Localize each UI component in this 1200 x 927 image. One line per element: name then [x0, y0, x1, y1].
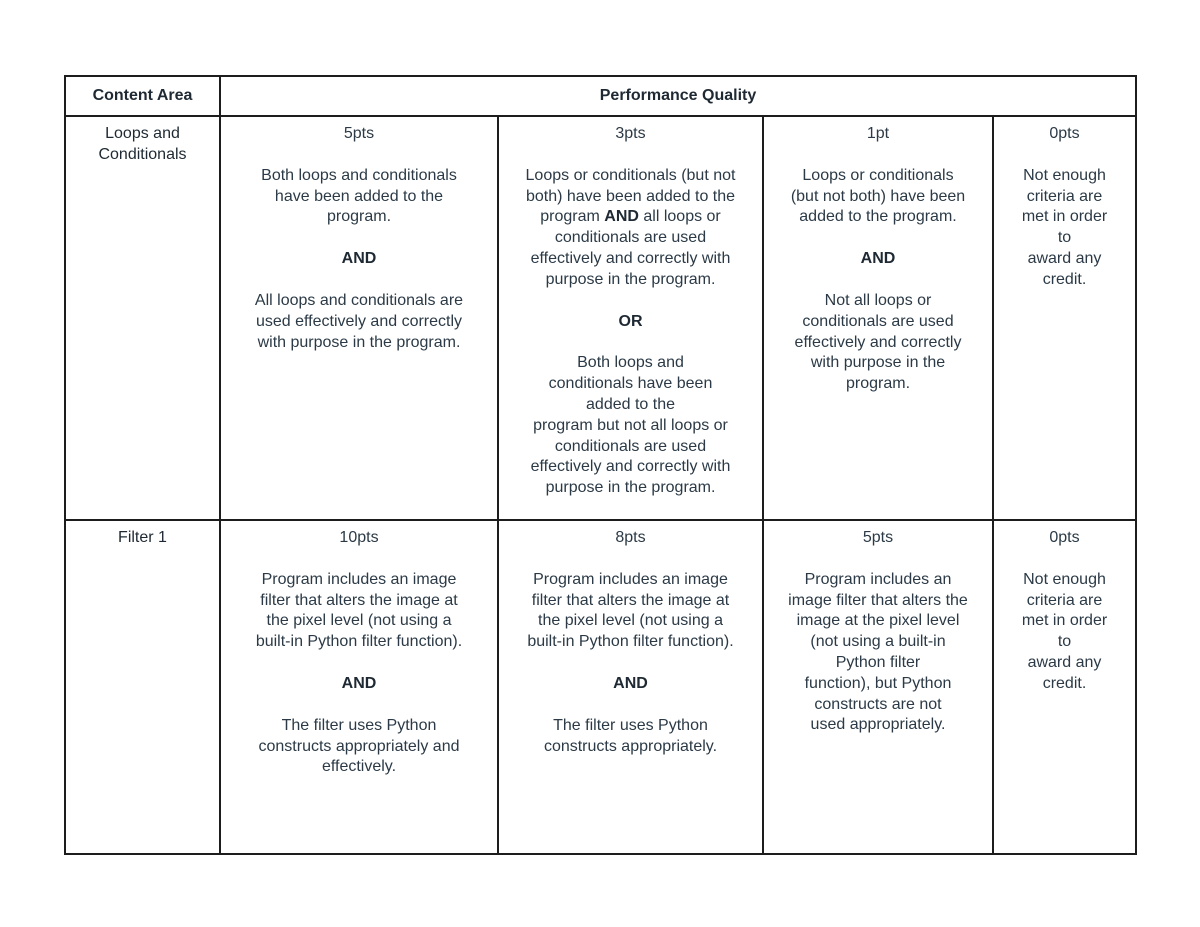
table-row-filter-1: [65, 520, 1136, 854]
criteria-text: Not all loops or conditionals are used effectively and correctly with purpose in the program.: [794, 291, 962, 393]
conjunction-label: AND: [341, 674, 377, 692]
content-area-cell: [65, 520, 220, 854]
criteria-text: Not enough criteria are met in order to award any credit.: [1021, 166, 1108, 288]
points-label: 1pt: [866, 125, 890, 142]
criteria-text: Not enough criteria are met in order to award any credit.: [1021, 570, 1108, 692]
points-label: 5pts: [862, 529, 894, 546]
content-area-cell: [65, 116, 220, 520]
rubric-cell: [498, 520, 763, 854]
criteria-text: Loops or conditionals (but not both) have been added to the program.: [790, 166, 966, 226]
criteria-text: Program includes an image filter that alters the image at the pixel level (not using a built-in Python filter function).: [255, 570, 463, 651]
rubric-table: [64, 75, 1137, 855]
conjunction-label: AND: [860, 250, 896, 268]
points-label: 0pts: [1049, 529, 1080, 546]
points-label: 0pts: [1049, 125, 1080, 142]
points-label: 3pts: [615, 125, 646, 142]
points-label: 10pts: [339, 529, 379, 546]
content-area-label: Filter 1: [118, 529, 167, 546]
criteria-text: [505, 166, 756, 291]
criteria-text: Both loops and conditionals have been added to the program but not all loops or conditionals are used effectively and correctly with purpose in the program.: [530, 354, 731, 497]
header-row: [65, 76, 1136, 116]
rubric-cell: [763, 520, 993, 854]
conjunction-label: AND: [341, 250, 377, 268]
criteria-text: The filter uses Python constructs appropriately.: [543, 716, 718, 755]
table-row-loops-conditionals: [65, 116, 1136, 520]
criteria-text: All loops and conditionals are used effectively and correctly with purpose in the program.: [254, 291, 464, 351]
rubric-cell: [220, 116, 498, 520]
content-area-header: Content Area: [65, 76, 220, 116]
rubric-cell: [220, 520, 498, 854]
performance-quality-header: Performance Quality: [220, 76, 1136, 116]
inline-conjunction: AND: [604, 208, 639, 226]
rubric-cell: [763, 116, 993, 520]
content-area-label: Loops and Conditionals: [98, 125, 187, 163]
criteria-text: The filter uses Python constructs appropriately and effectively.: [258, 716, 460, 776]
rubric-cell: [993, 520, 1136, 854]
rubric-cell: [498, 116, 763, 520]
conjunction-label: AND: [613, 674, 648, 692]
criteria-text-part: Loops or conditionals (but not both) have been added to the program: [525, 166, 736, 226]
points-label: 5pts: [343, 125, 375, 142]
criteria-text: Program includes an image filter that alters the image at the pixel level (not using a built-in Python filter function), but Python constructs are not used appropriately.: [788, 570, 968, 734]
criteria-text: Both loops and conditionals have been added to the program.: [261, 166, 457, 226]
conjunction-label: OR: [618, 312, 643, 330]
rubric-cell: [993, 116, 1136, 520]
criteria-text: Program includes an image filter that alters the image at the pixel level (not using a built-in Python filter function).: [527, 570, 734, 651]
points-label: 8pts: [615, 529, 646, 546]
criteria-text-part: all loops or conditionals are used effectively and correctly with purpose in the program.: [530, 208, 731, 288]
